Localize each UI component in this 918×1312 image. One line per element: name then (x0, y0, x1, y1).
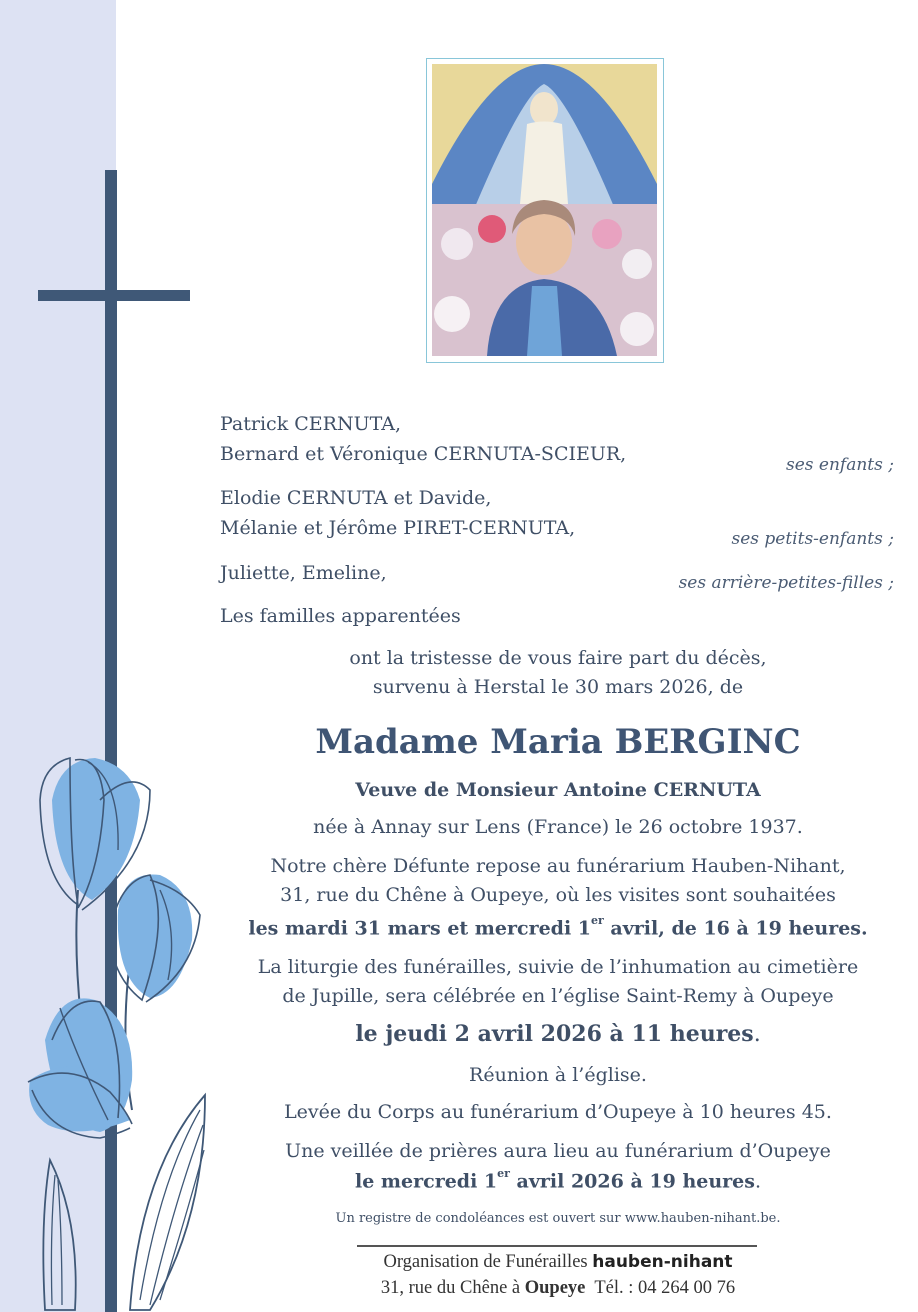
vigil-line: Une veillée de prières aura lieu au funérarium d’Oupeye (285, 1140, 831, 1162)
announcement-line: ont la tristesse de vous faire part du décès, (349, 647, 767, 669)
brand-logo: hauben-nihant (592, 1252, 733, 1272)
visits-dates: les mardi 31 mars et mercredi 1er avril, de 16 à 19 heures. (248, 914, 868, 940)
condolences-note: Un registre de condoléances est ouvert sur www.hauben-nihant.be. (335, 1211, 781, 1226)
footer-organisation: Organisation de Funérailles hauben-nihant (383, 1252, 733, 1272)
vigil-date: le mercredi 1er avril 2026 à 19 heures. (355, 1167, 761, 1193)
portrait-photo (426, 58, 664, 363)
visits-line: Notre chère Défunte repose au funérarium Hauben-Nihant, (270, 855, 846, 877)
footer-divider (357, 1245, 757, 1247)
footer-address: 31, rue du Chêne à Oupeye Tél. : 04 264 00 76 (380, 1278, 736, 1298)
family-role: ses enfants ; (786, 455, 894, 475)
tulip-decoration (0, 740, 215, 1312)
family-line: Patrick CERNUTA, (220, 413, 401, 435)
funeral-line: La liturgie des funérailles, suivie de l’inhumation au cimetière (257, 956, 859, 978)
visits-line: 31, rue du Chêne à Oupeye, où les visites sont souhaitées (280, 884, 836, 906)
family-line: Les familles apparentées (220, 605, 461, 627)
widow-of: Veuve de Monsieur Antoine CERNUTA (355, 779, 761, 801)
family-line: Juliette, Emeline, (220, 562, 387, 584)
cross-bar (38, 290, 190, 301)
meeting-info: Réunion à l’église. (469, 1064, 647, 1086)
family-role: ses arrière-petites-filles ; (678, 573, 894, 593)
birth-info: née à Annay sur Lens (France) le 26 octobre 1937. (313, 816, 803, 838)
family-line: Bernard et Véronique CERNUTA-SCIEUR, (220, 443, 627, 465)
family-role: ses petits-enfants ; (731, 529, 894, 549)
family-line: Mélanie et Jérôme PIRET-CERNUTA, (220, 517, 576, 539)
family-line: Elodie CERNUTA et Davide, (220, 487, 492, 509)
deceased-name: Madame Maria BERGINC (315, 722, 801, 762)
departure-info: Levée du Corps au funérarium d’Oupeye à 10 heures 45. (284, 1101, 832, 1123)
funeral-date: le jeudi 2 avril 2026 à 11 heures. (355, 1021, 761, 1047)
funeral-line: de Jupille, sera célébrée en l’église Saint-Remy à Oupeye (282, 985, 834, 1007)
announcement-line: survenu à Herstal le 30 mars 2026, de (372, 676, 744, 698)
